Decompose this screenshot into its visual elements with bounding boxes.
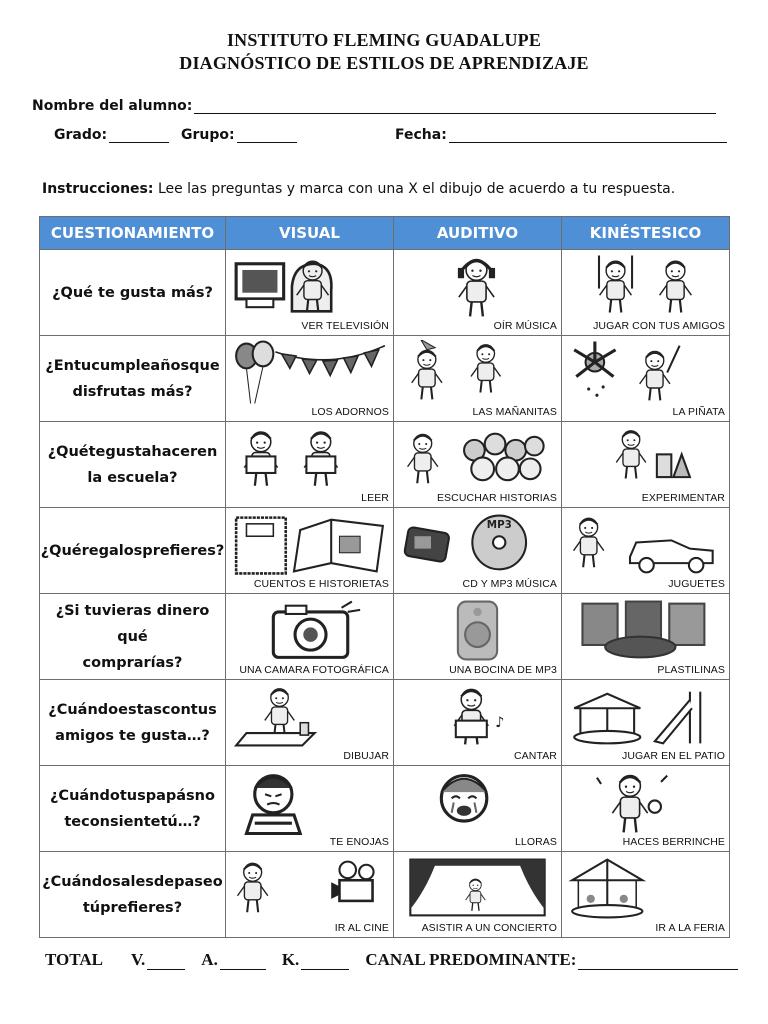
total-kinestesico-line[interactable] <box>301 954 349 970</box>
question-line-1: ¿Cuándosalesdepaseo <box>42 873 223 890</box>
option-auditivo[interactable] <box>394 766 562 852</box>
experiment-illustration <box>568 426 723 491</box>
option-kinestesico[interactable] <box>562 422 730 508</box>
option-visual[interactable] <box>226 594 394 680</box>
music-illustration <box>400 254 555 319</box>
question-cell <box>40 336 226 422</box>
option-kinestesico[interactable] <box>562 250 730 336</box>
option-label: LLORAS <box>514 836 557 848</box>
table-row <box>40 680 730 766</box>
toys-illustration <box>568 512 723 577</box>
question-line-2: disfrutas más? <box>72 383 193 400</box>
question-line-2: teconsientetú…? <box>64 813 201 830</box>
question-line-2: amigos te gusta…? <box>55 727 210 744</box>
option-label: ASISTIR A UN CONCIERTO <box>421 922 557 934</box>
option-label: JUGAR CON TUS AMIGOS <box>593 320 725 332</box>
total-kinestesico[interactable] <box>282 950 349 970</box>
speaker-illustration <box>400 598 555 663</box>
total-auditivo-line[interactable] <box>220 954 266 970</box>
total-auditivo[interactable] <box>201 950 266 970</box>
concert-stage-illustration <box>400 856 555 921</box>
question-line-2: túprefieres? <box>82 899 183 916</box>
option-label: JUGAR EN EL PATIO <box>621 750 725 762</box>
option-label: OÍR MÚSICA <box>493 320 557 332</box>
table-row <box>40 594 730 680</box>
option-label: LEER <box>361 492 389 504</box>
option-visual[interactable] <box>226 508 394 594</box>
option-label: VER TELEVISIÓN <box>301 320 389 332</box>
predominant-channel-label: CANAL PREDOMINANTE: <box>365 950 577 969</box>
cd-mp3-illustration <box>400 512 555 577</box>
instructions-text: Lee las preguntas y marca con una X el dibujo de acuerdo a tu respuesta. <box>157 181 676 197</box>
playground-illustration <box>568 684 723 749</box>
header-kinestesico: KINÉSTESICO <box>562 217 730 250</box>
group-field[interactable] <box>181 127 297 143</box>
tv-illustration <box>232 254 387 319</box>
friends-swing-illustration <box>568 254 723 319</box>
singing-kids-illustration <box>400 340 555 405</box>
page-title: DIAGNÓSTICO DE ESTILOS DE APRENDIZAJE <box>179 53 589 73</box>
question-line-1: ¿Si tuvieras dinero qué <box>55 602 210 645</box>
option-visual[interactable] <box>226 852 394 938</box>
option-label: TE ENOJAS <box>329 836 389 848</box>
option-label: CD Y MP3 MÚSICA <box>462 578 557 590</box>
option-auditivo[interactable] <box>394 594 562 680</box>
group-line[interactable] <box>237 128 297 143</box>
student-name-label: Nombre del alumno: <box>32 98 193 114</box>
option-label: EXPERIMENTAR <box>641 492 725 504</box>
decorations-illustration <box>232 340 387 405</box>
header-cuestionamiento: CUESTIONAMIENTO <box>40 217 226 250</box>
books-comics-illustration <box>232 512 387 577</box>
option-label: LA PIÑATA <box>672 406 725 418</box>
option-label: IR AL CINE <box>334 922 389 934</box>
camera-illustration <box>232 598 387 663</box>
option-label: LOS ADORNOS <box>311 406 389 418</box>
predominant-channel-line[interactable] <box>578 954 738 970</box>
table-header-row <box>40 217 730 250</box>
question-cell <box>40 766 226 852</box>
option-auditivo[interactable] <box>394 336 562 422</box>
totals-row <box>45 950 738 970</box>
singing-illustration <box>400 684 555 749</box>
option-kinestesico[interactable] <box>562 766 730 852</box>
option-label: CUENTOS E HISTORIETAS <box>253 578 389 590</box>
option-visual[interactable] <box>226 336 394 422</box>
story-listening-illustration <box>400 426 555 491</box>
total-visual-label: V. <box>130 950 146 969</box>
date-label: Fecha: <box>395 127 447 143</box>
grade-line[interactable] <box>109 128 169 143</box>
header-auditivo: AUDITIVO <box>394 217 562 250</box>
date-field[interactable] <box>395 127 727 143</box>
table-row <box>40 422 730 508</box>
header-visual: VISUAL <box>226 217 394 250</box>
table-row <box>40 852 730 938</box>
playdough-illustration <box>568 598 723 663</box>
predominant-channel[interactable] <box>365 950 738 970</box>
question-cell <box>40 594 226 680</box>
table-row <box>40 336 730 422</box>
option-kinestesico[interactable] <box>562 594 730 680</box>
grade-label: Grado: <box>54 127 108 143</box>
option-label: CANTAR <box>514 750 557 762</box>
total-visual[interactable] <box>131 950 185 970</box>
option-auditivo[interactable] <box>394 680 562 766</box>
option-label: IR A LA FERIA <box>655 922 725 934</box>
question-cell <box>40 680 226 766</box>
question-cell <box>40 508 226 594</box>
option-kinestesico[interactable] <box>562 336 730 422</box>
option-label: UNA CAMARA FOTOGRÁFICA <box>239 664 389 676</box>
question-cell <box>40 422 226 508</box>
question-cell <box>40 250 226 336</box>
total-label: TOTAL <box>45 950 103 969</box>
option-auditivo[interactable] <box>394 852 562 938</box>
group-label: Grupo: <box>181 127 235 143</box>
question-line-1: ¿Cuándotuspapásno <box>50 787 215 804</box>
question-line-2: la escuela? <box>87 469 178 486</box>
date-line[interactable] <box>449 128 727 143</box>
fair-carousel-illustration <box>568 856 723 921</box>
instructions-label: Instrucciones: <box>42 181 154 197</box>
questionnaire-table <box>39 216 730 938</box>
option-auditivo[interactable] <box>394 250 562 336</box>
option-label: UNA BOCINA DE MP3 <box>449 664 557 676</box>
table-row <box>40 766 730 852</box>
reading-kids-illustration <box>232 426 387 491</box>
question-line-1: ¿Qué te gusta más? <box>52 284 213 301</box>
student-name-field[interactable] <box>32 98 716 114</box>
option-visual[interactable] <box>226 422 394 508</box>
option-kinestesico[interactable] <box>562 680 730 766</box>
school-name: INSTITUTO FLEMING GUADALUPE <box>226 30 542 50</box>
option-visual[interactable] <box>226 680 394 766</box>
option-visual[interactable] <box>226 250 394 336</box>
option-kinestesico[interactable] <box>562 508 730 594</box>
question-line-1: ¿Quéregalosprefieres? <box>40 542 225 559</box>
option-label: DIBUJAR <box>343 750 389 762</box>
table-row <box>40 508 730 594</box>
total-visual-line[interactable] <box>147 954 185 970</box>
svg-text:♪: ♪ <box>495 714 505 731</box>
angry-kid-illustration <box>232 770 387 835</box>
cinema-illustration <box>232 856 387 921</box>
option-visual[interactable] <box>226 766 394 852</box>
option-label: PLASTILINAS <box>657 664 725 676</box>
option-label: ESCUCHAR HISTORIAS <box>436 492 557 504</box>
option-auditivo[interactable] <box>394 508 562 594</box>
tantrum-illustration <box>568 770 723 835</box>
total-kinestesico-label: K. <box>281 950 300 969</box>
pinata-illustration <box>568 340 723 405</box>
question-line-1: ¿Quétegustahaceren <box>47 443 218 460</box>
question-line-2: comprarías? <box>82 654 183 671</box>
instructions <box>42 181 675 197</box>
crying-kid-illustration <box>400 770 555 835</box>
question-cell <box>40 852 226 938</box>
drawing-illustration <box>232 684 387 749</box>
question-line-1: ¿Cuándoestascontus <box>48 701 217 718</box>
svg-text:MP3: MP3 <box>486 518 512 531</box>
option-kinestesico[interactable] <box>562 852 730 938</box>
table-row <box>40 250 730 336</box>
option-auditivo[interactable] <box>394 422 562 508</box>
student-name-line[interactable] <box>194 99 716 114</box>
grade-field[interactable] <box>54 127 169 143</box>
option-label: JUGUETES <box>668 578 725 590</box>
option-label: LAS MAÑANITAS <box>472 406 557 418</box>
option-label: HACES BERRINCHE <box>622 836 725 848</box>
total-auditivo-label: A. <box>201 950 218 969</box>
question-line-1: ¿Entucumpleañosque <box>45 357 220 374</box>
